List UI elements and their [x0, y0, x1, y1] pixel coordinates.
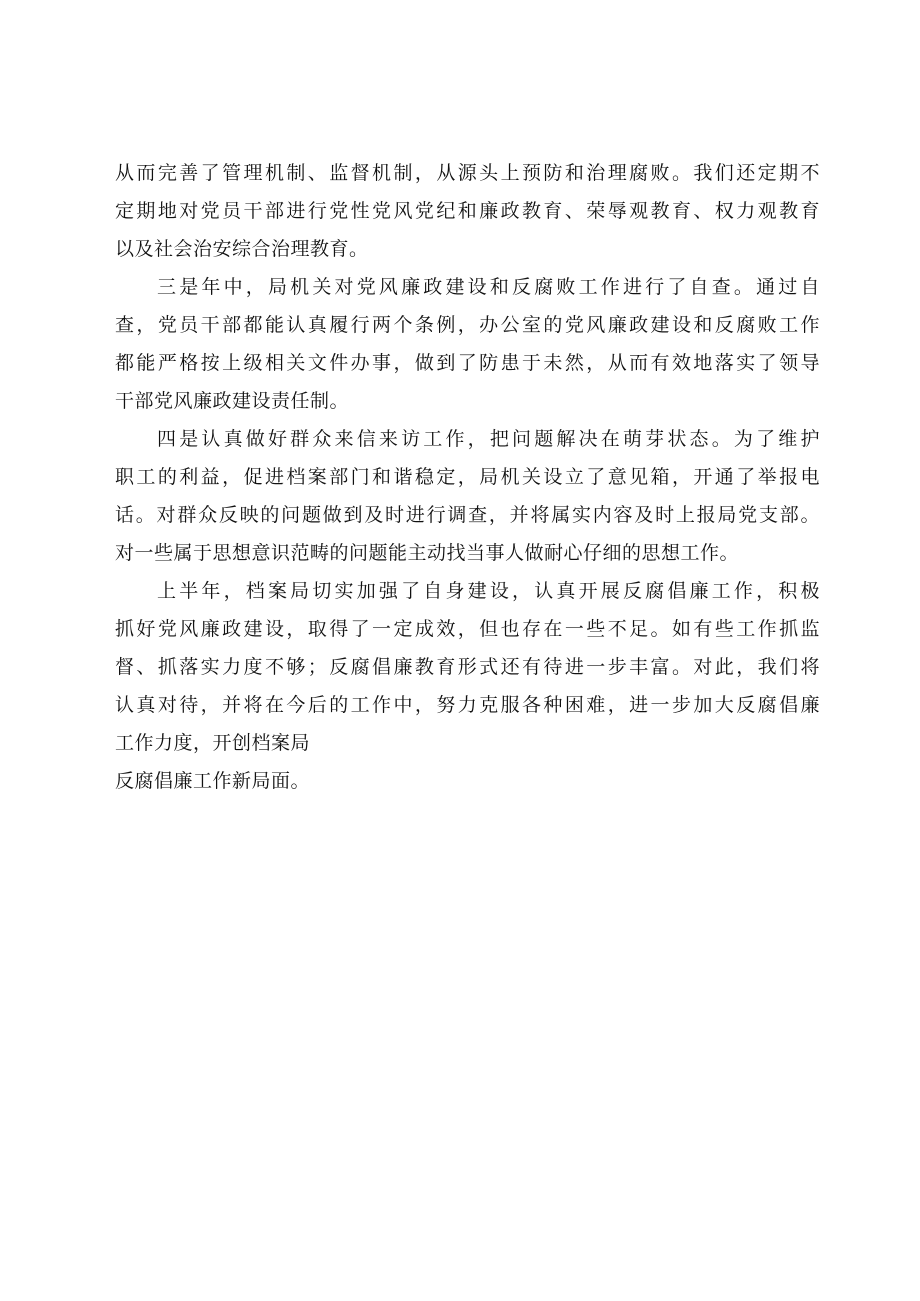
- document-body: [115, 154, 820, 800]
- text-line: 反腐倡廉工作新局面。: [115, 770, 311, 792]
- text-line: 话。对群众反映的问题做到及时进行调查，并将属实内容及时上报局党支部。: [115, 504, 820, 526]
- paragraph-2: [115, 268, 820, 420]
- paragraph-3: [115, 420, 820, 572]
- text-line: 认真对待，并将在今后的工作中，努力克服各种困难，进一步加大反腐倡廉: [115, 694, 820, 716]
- text-line: 督、抓落实力度不够；反腐倡廉教育形式还有待进一步丰富。对此，我们将: [115, 656, 820, 678]
- text-line: 从而完善了管理机制、监督机制，从源头上预防和治理腐败。我们还定期不: [115, 162, 820, 184]
- text-line: 抓好党风廉政建设，取得了一定成效，但也存在一些不足。如有些工作抓监: [115, 618, 820, 640]
- paragraph-1: [115, 154, 820, 268]
- text-line: 都能严格按上级相关文件办事，做到了防患于未然，从而有效地落实了领导: [115, 352, 820, 374]
- text-line: 上半年，档案局切实加强了自身建设，认真开展反腐倡廉工作，积极: [157, 580, 820, 602]
- text-line: 干部党风廉政建设责任制。: [115, 390, 350, 412]
- text-line: 工作力度，开创档案局: [115, 732, 311, 754]
- text-line: 三是年中，局机关对党风廉政建设和反腐败工作进行了自查。通过自: [157, 276, 820, 298]
- text-line: 四是认真做好群众来信来访工作，把问题解决在萌芽状态。为了维护: [157, 428, 820, 450]
- text-line: 查，党员干部都能认真履行两个条例，办公室的党风廉政建设和反腐败工作: [115, 314, 820, 336]
- paragraph-4: [115, 572, 820, 800]
- text-line: 以及社会治安综合治理教育。: [115, 238, 369, 260]
- text-line: 对一些属于思想意识范畴的问题能主动找当事人做耐心仔细的思想工作。: [115, 542, 740, 564]
- text-line: 定期地对党员干部进行党性党风党纪和廉政教育、荣辱观教育、权力观教育: [115, 200, 820, 222]
- text-line: 职工的利益，促进档案部门和谐稳定，局机关设立了意见箱，开通了举报电: [115, 466, 820, 488]
